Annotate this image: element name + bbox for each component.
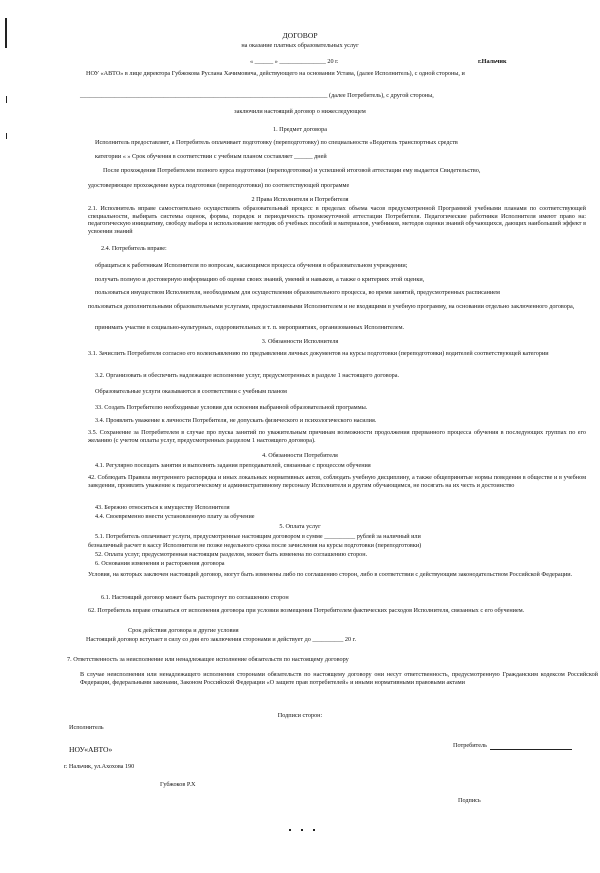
section-2-item-3: пользоваться имуществом Исполнителя, необходимым для осуществления образовательного процесса, во время занятий, предусмотренных расписанием xyxy=(95,289,500,296)
section-2-item-1: обращаться к работникам Исполнителя по вопросам, касающимся процесса обучения в образовательном учреждении; xyxy=(95,262,408,269)
section-2-p24: 2.4. Потребитель вправе: xyxy=(101,245,167,252)
section-2-item-2: получать полную и достоверную информацию об оценке своих знаний, умений и навыков, а также о критериях этой оценки, xyxy=(95,276,425,283)
section-3-p31: 3.1. Зачислить Потребителя согласно его волеизъявлению по предъявлении личных документов на курсы подготовки (переподготовки) водителей соответствующей категории xyxy=(88,350,549,357)
consumer-label: Потребитель xyxy=(453,742,487,749)
section-2-item-5: принимать участие в социально-культурных, оздоровительных и т. п. мероприятиях, организованных Исполнителем. xyxy=(95,324,405,331)
document-subtitle: на оказание платных образовательных услуг xyxy=(241,42,359,49)
scan-speck xyxy=(313,829,315,831)
consumer-signature-line xyxy=(490,749,572,750)
executor-director: Губжоков Р.Х xyxy=(160,781,196,788)
date-line: « ______ » _______________ 20 г. xyxy=(250,58,339,65)
executor-label: Исполнитель xyxy=(69,724,104,731)
section-1-p2b: удостоверяющее прохождение курса подготовки (переподготовки) по соответствующей программе xyxy=(88,182,350,189)
section-4-title: 4. Обязанности Потребителя xyxy=(262,452,338,459)
section-5-p51b: безналичный расчет в кассу Исполнителя не позже недельного срока после зачисления на курсы подготовки (переподготовки) xyxy=(88,542,422,549)
section-5-title: 5. Оплата услуг xyxy=(279,523,321,530)
section-6-p61: 6.1. Настоящий договор может быть расторгнут по соглашению сторон xyxy=(101,594,289,601)
term-title: Срок действия договора и другие условия xyxy=(128,627,239,634)
section-1-title: 1. Предмет договора xyxy=(272,126,327,133)
section-2-p21: 2.1. Исполнитель вправе самостоятельно осуществлять образовательный процесс в пределах объема часов предусмотренной Программой учебными планами по соответствующей специальности, выбирать системы оценок, формы, порядок и периодичность промежуточной аттестации Потребителя. Педагогические работники Исполнителя имеют право на: педагогическую инициативу, свободу выбора и использование методик об учебных пособий и материалов, учебников, методов оценки знаний обучающихся, дающих наибольший эффект в усвоении знаний xyxy=(88,205,586,235)
section-7-text: В случае неисполнения или ненадлежащего исполнения сторонами обязательств по настоящему договору они несут ответственность, предусмотренную Гражданским кодексом Российской Федерации, федеральными законами, Законом Российской Федерации «О защите прав потребителей» и иными нормативными правовыми актами xyxy=(80,671,598,686)
scan-edge-mark xyxy=(6,96,7,103)
section-1-p1b: категории « » Срок обучения в соответствии с учебным планом составляет ______ дней xyxy=(95,153,327,160)
document-title: ДОГОВОР xyxy=(282,31,318,40)
section-6-title: 6. Основания изменения и расторжения договора xyxy=(95,560,225,567)
section-3-p32: 3.2. Организовать и обеспечить надлежащее исполнение услуг, предусмотренных в разделе 1 настоящего договора. xyxy=(95,372,400,379)
concluded-line: заключили настоящий договор о нижеследующем xyxy=(234,108,366,115)
section-3-p32b: Образовательные услуги оказываются в соответствии с учебным планом xyxy=(95,388,287,395)
section-3-title: 3. Обязанности Исполнителя xyxy=(261,338,339,345)
section-6-p62: 62. Потребитель вправе отказаться от исполнения договора при условии возмещения Потребителем фактических расходов Исполнителя, связанных с его обучением. xyxy=(88,607,525,614)
consumer-sign-label: Подпись xyxy=(458,797,481,804)
section-6-p6a: Условия, на которых заключен настоящий договор, могут быть изменены либо по соглашению сторон, либо в соответствии с действующим законодательством Российской Федерации. xyxy=(88,571,573,578)
section-5-p51: 5.1. Потребитель оплачивает услуги, предусмотренные настоящим договором в сумме __________ рублей за наличный или xyxy=(95,533,421,540)
section-4-p44: 4.4. Своевременно внести установленную плату за обучение xyxy=(95,513,255,520)
section-7-title: 7. Ответственность за неисполнение или ненадлежащее исполнение обязательств по настоящему договору xyxy=(67,656,349,663)
section-4-p41: 4.1. Регулярно посещать занятия и выполнять задания преподавателей, связанные с процессом обучения xyxy=(95,462,371,469)
signatures-title: Подписи сторон: xyxy=(277,712,323,719)
party-executor: НОУ «АВТО» в лице директора Губжокова Руслана Хачимовича, действующего на основании Устава, (далее Исполнитель), с одной стороны, и xyxy=(86,70,465,77)
section-1-p1: Исполнитель предоставляет, а Потребитель оплачивает подготовку (переподготовку) по специальности «Водитель транспортных средств xyxy=(95,139,458,146)
section-3-p33: 33. Создать Потребителю необходимые условия для освоения выбранной образовательной программы. xyxy=(95,404,368,411)
section-2-title: 2 Права Исполнителя и Потребителя xyxy=(251,196,349,203)
executor-address: г. Нальчик, ул.Ахохова 190 xyxy=(64,763,135,770)
section-4-p43: 43. Бережно относиться к имуществу Исполнителя xyxy=(95,504,230,511)
scan-edge-mark xyxy=(6,133,7,139)
section-1-p2: После прохождения Потребителем полного курса подготовки (переподготовки) и успешной итоговой аттестации ему выдается Свидетельство, xyxy=(103,167,481,174)
section-4-p42: 42. Соблюдать Правила внутреннего распорядка и иных локальных нормативных актов, соблюдать учебную дисциплину, а также общепринятые нормы поведения в обществе и в учебном заведении, проявлять уважение к педагогическому и административному персоналу Исполнителя и другим обучающимся, не посягать на их честь и достоинство xyxy=(88,474,586,489)
scan-speck xyxy=(301,829,303,831)
executor-name: НОУ«АВТО» xyxy=(69,745,113,754)
section-3-p34: 3.4. Проявлять уважение к личности Потребителя, не допускать физического и психологического насилия. xyxy=(95,417,377,424)
section-5-p52: 52. Оплата услуг, предусмотренная настоящим разделом, может быть изменена по соглашению сторон. xyxy=(95,551,368,558)
term-text: Настоящий договор вступает в силу со дня его заключения сторонами и действует до __________ 20 г. xyxy=(86,636,356,643)
section-2-item-4: пользоваться дополнительными образовательными услугами, предоставляемыми Исполнителем и не входящими в учебную программу, на основании отдельно заключенного договора, xyxy=(88,303,575,310)
scan-speck xyxy=(289,829,291,831)
city: г.Нальчик xyxy=(478,58,507,65)
party-consumer: ________________________________________________________________________________ (далее Потребитель), с другой стороны, xyxy=(80,92,434,99)
section-3-p35: 3.5. Сохранение за Потребителем в случае про пуска занятий по уважительным причинам возможности продолжения прерванного процесса обучения в последующих группах по его желанию (с учетом оплаты услуг, предусмотренных разделом 1 настоящего договора). xyxy=(88,429,586,444)
